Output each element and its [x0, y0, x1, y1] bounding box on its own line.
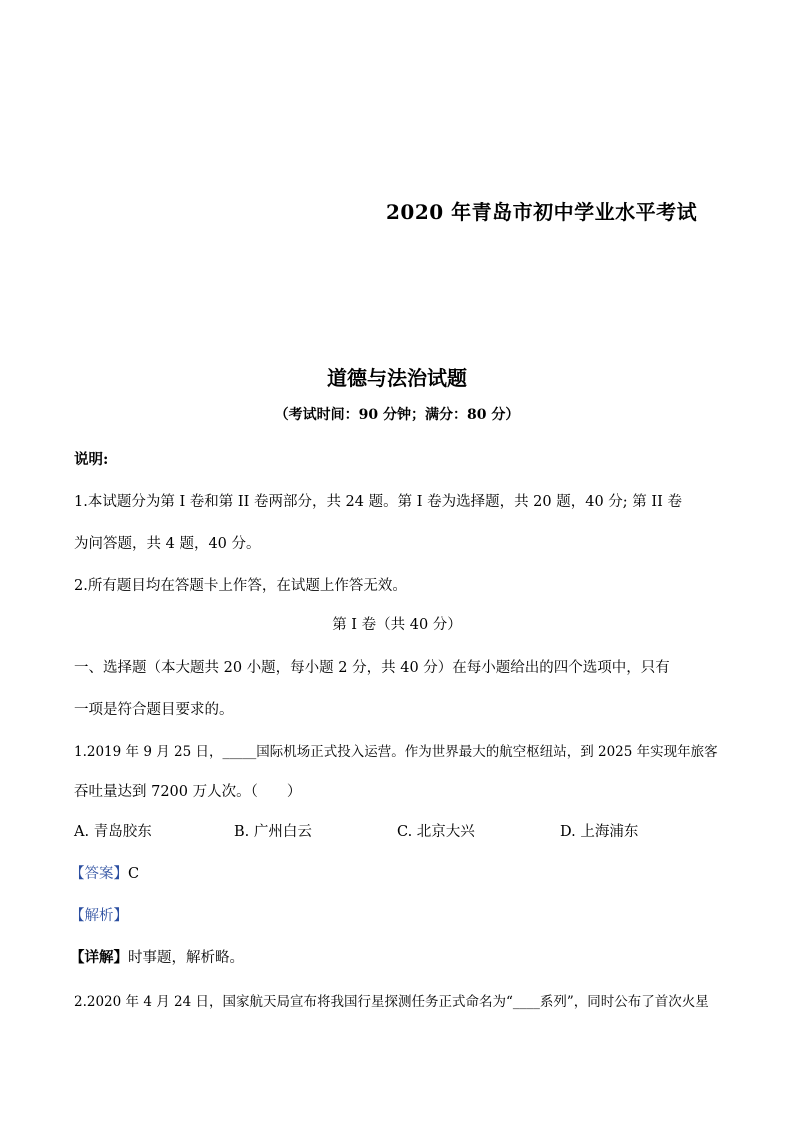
instructions-label: 说明: — [74, 451, 109, 468]
option-text: 北京大兴 — [416, 824, 475, 840]
exam-title: 2020 年青岛市初中学业水平考试 — [386, 200, 698, 224]
section-instruction-cont: 一项是符合题目要求的。 — [74, 702, 234, 718]
question-1-stem-cont: 吞吐量达到 7200 万人次。（ ） — [74, 784, 302, 800]
detail-tag: 【详解】 — [70, 949, 128, 966]
subject-title: 道德与法治试题 — [327, 366, 467, 390]
question-1-stem: 1.2019 年 9 月 25 日，_____国际机场正式投入运营。作为世界最大的航空枢纽站，到 2025 年实现年旅客 — [74, 744, 718, 760]
question-2-stem: 2.2020 年 4 月 24 日，国家航天局宣布将我国行星探测任务正式命名为“____系列”，同时公布了首次火星 — [74, 994, 709, 1010]
option-d — [560, 820, 638, 841]
option-letter: C. — [397, 824, 413, 840]
option-letter: A. — [74, 824, 90, 840]
analysis-tag: 【解析】 — [70, 908, 128, 924]
option-c — [397, 820, 475, 841]
option-b — [234, 820, 312, 841]
answer-line — [70, 862, 139, 883]
section-instruction: 一、选择题（本大题共 20 小题，每小题 2 分，共 40 分）在每小题给出的四个选项中，只有 — [74, 660, 670, 676]
option-text: 上海浦东 — [580, 824, 639, 840]
instruction-item-1-cont: 为问答题，共 4 题，40 分。 — [74, 536, 261, 552]
instruction-item-1: 1.本试题分为第 I 卷和第 II 卷两部分，共 24 题。第 I 卷为选择题，共 20 题，40 分; 第 II 卷 — [74, 494, 682, 510]
answer-tag: 【答案】 — [70, 866, 128, 882]
detail-text: 时事题，解析略。 — [128, 950, 244, 966]
instruction-item-2: 2.所有题目均在答题卡上作答，在试题上作答无效。 — [74, 578, 407, 594]
detail-line — [70, 946, 244, 967]
part-title: 第 I 卷（共 40 分） — [332, 617, 462, 633]
option-letter: D. — [560, 824, 576, 840]
option-text: 广州白云 — [253, 824, 312, 840]
option-a — [74, 820, 152, 841]
exam-info: （考试时间：90 分钟；满分：80 分） — [274, 407, 520, 423]
answer-value: C — [128, 866, 140, 882]
option-text: 青岛胶东 — [93, 824, 152, 840]
option-letter: B. — [234, 824, 250, 840]
